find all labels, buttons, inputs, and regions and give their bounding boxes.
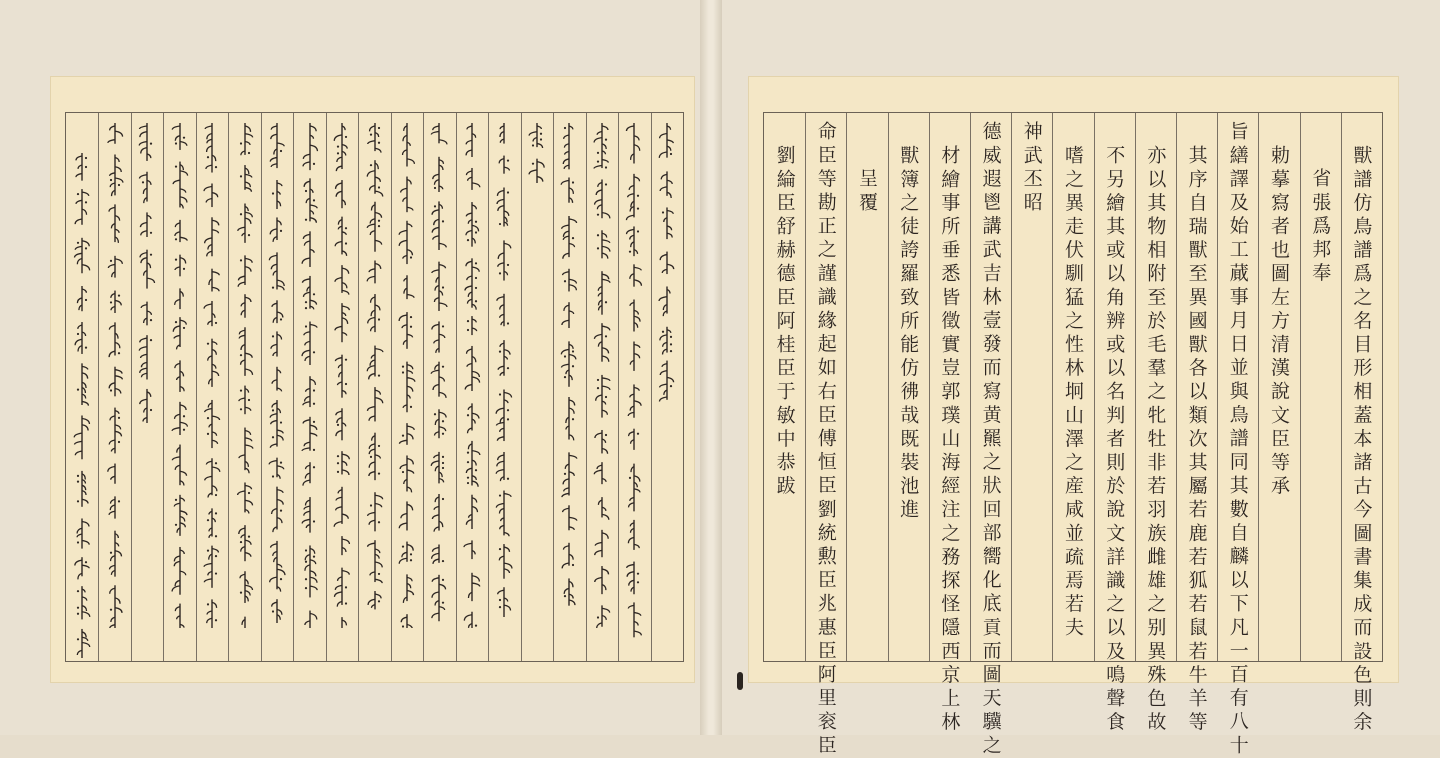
text-column-15: 劉綸臣舒赫德臣阿桂臣于敏中恭跋	[773, 144, 796, 499]
column-rule	[1217, 113, 1218, 661]
column-rule	[131, 113, 132, 661]
column-rule	[970, 113, 971, 661]
manchu-script-column	[658, 123, 676, 403]
text-column-7: 不另繪其或以角辨或以名判者則於說文詳識之以及鳴聲食	[1103, 144, 1126, 735]
column-rule	[651, 113, 652, 661]
manchu-script-column	[236, 123, 254, 628]
text-column-1: 獸譜仿鳥譜爲之名目形相蓋本諸古今圖書集成而設色則余	[1350, 144, 1373, 735]
column-rule	[805, 113, 806, 661]
column-rule	[326, 113, 327, 661]
manchu-script-column	[333, 123, 351, 628]
column-rule	[618, 113, 619, 661]
manchu-script-column	[528, 123, 546, 183]
text-column-6: 亦以其物相附至於毛羣之牝牡非若羽族雌雄之别異殊色故	[1144, 144, 1167, 735]
manchu-script-column	[203, 123, 221, 628]
column-rule	[1052, 113, 1053, 661]
text-column-3: 勅摹寫者也圖左方清漢說文臣等承	[1268, 144, 1290, 499]
manchu-script-column	[430, 123, 448, 623]
chinese-text-frame	[763, 112, 1383, 758]
column-rule	[1094, 113, 1095, 661]
chinese-text-page	[748, 76, 1399, 758]
column-rule	[456, 113, 457, 661]
column-rule	[553, 113, 554, 661]
manchu-text-page	[50, 76, 695, 683]
manchu-script-column	[463, 123, 481, 628]
column-rule	[196, 113, 197, 661]
column-rule	[888, 113, 889, 661]
column-rule	[929, 113, 930, 661]
column-rule	[1300, 113, 1301, 661]
manchu-script-column	[495, 123, 513, 623]
text-column-4: 旨繕譯及始工蕆事月日並與鳥譜同其數自麟以下凡一百有八十	[1226, 121, 1249, 758]
column-rule	[228, 113, 229, 661]
text-column-5: 其序自瑞獸至異國獸各以類次其屬若鹿若狐若鼠若牛羊等	[1185, 144, 1208, 735]
text-column-14: 命臣等勘正之謹識緣起如右臣傅恒臣劉統勲臣兆惠臣阿里衮臣	[814, 121, 837, 758]
manchu-script-column	[73, 153, 91, 658]
column-rule	[521, 113, 522, 661]
column-rule	[1176, 113, 1177, 661]
manchu-script-column	[301, 123, 319, 628]
column-rule	[1011, 113, 1012, 661]
manchu-script-column	[138, 123, 156, 423]
text-column-12: 獸簿之徒誇羅致所能仿彿哉既裝池進	[897, 144, 920, 523]
column-rule	[358, 113, 359, 661]
manchu-script-column	[106, 123, 124, 628]
column-rule	[1341, 113, 1342, 661]
manchu-script-column	[398, 123, 416, 628]
manchu-text-frame	[65, 112, 684, 662]
column-rule	[391, 113, 392, 661]
manchu-script-column	[366, 123, 384, 628]
column-rule	[1135, 113, 1136, 661]
column-rule	[423, 113, 424, 661]
column-rule	[293, 113, 294, 661]
column-rule	[586, 113, 587, 661]
manchu-script-column	[593, 123, 611, 628]
text-column-13: 呈覆	[856, 168, 878, 216]
column-rule	[98, 113, 99, 661]
text-column-10: 德威遐鬯講武吉林壹發而寫黄羆之狀回部嚮化底貢而圖天驥之	[979, 121, 1002, 758]
text-column-11: 材繪事所垂悉皆徵實豈郭璞山海經注之務探怪隱西京上林	[938, 144, 961, 735]
text-column-8: 嗜之異走伏馴猛之性林坰山澤之産咸並疏焉若夫	[1062, 144, 1084, 641]
text-column-9: 神武丕昭	[1020, 121, 1043, 216]
text-column-2: 省張爲邦奉	[1309, 168, 1332, 287]
manchu-script-column	[560, 123, 578, 623]
column-rule	[1258, 113, 1259, 661]
manchu-script-column	[625, 123, 643, 643]
manchu-script-column	[268, 123, 286, 623]
column-rule	[261, 113, 262, 661]
column-rule	[163, 113, 164, 661]
album-gutter	[700, 0, 722, 735]
column-rule	[846, 113, 847, 661]
manchu-script-column	[171, 123, 189, 628]
column-rule	[488, 113, 489, 661]
paper-mark	[737, 672, 743, 690]
